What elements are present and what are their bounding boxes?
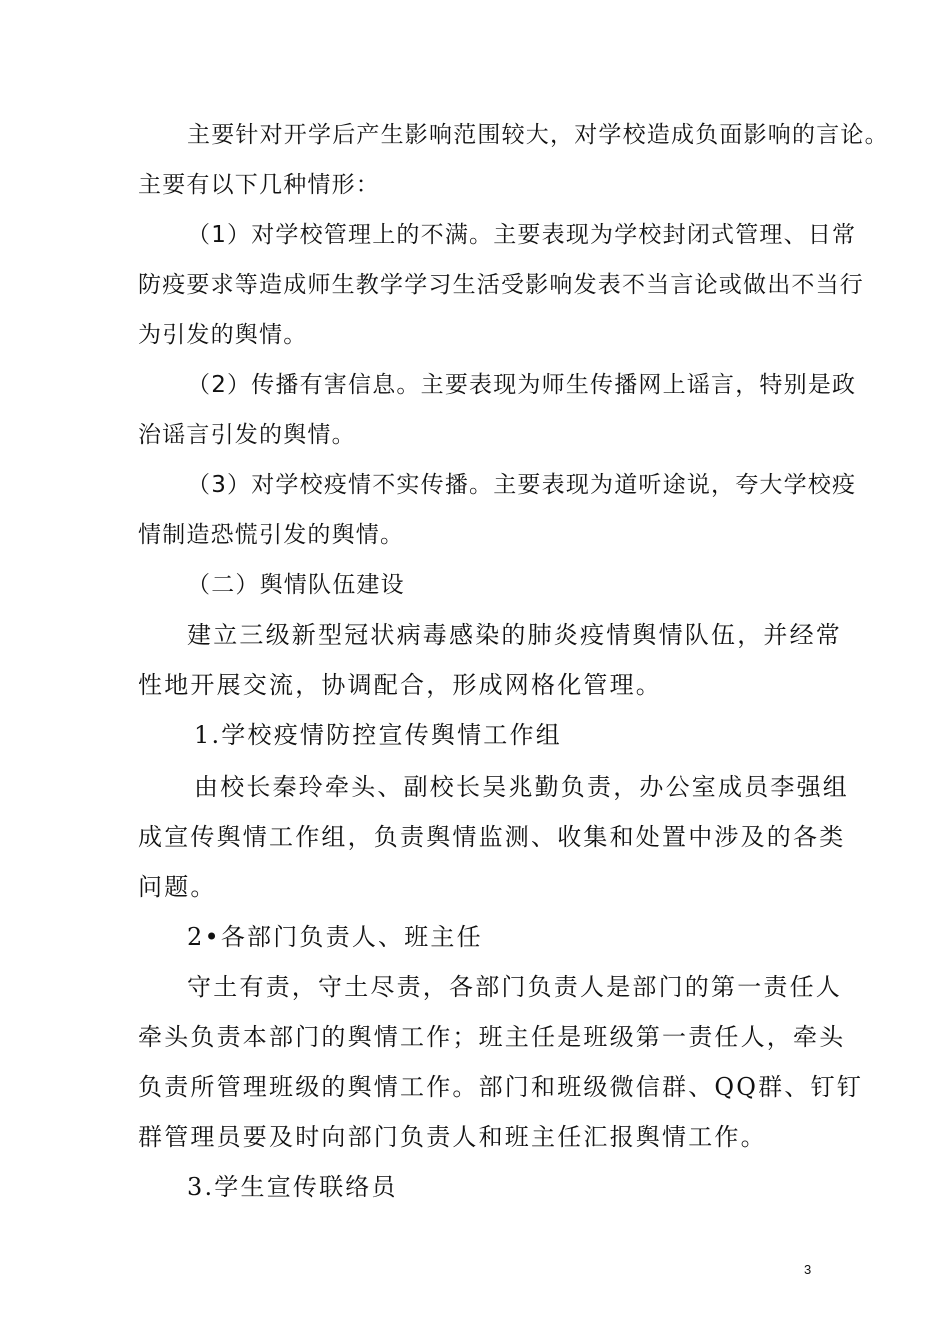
text-line: 性地开展交流，协调配合，形成网格化管理。 (138, 671, 662, 699)
text-line: 成宣传舆情工作组，负责舆情监测、收集和处置中涉及的各类 (138, 823, 846, 851)
text-line: （3）对学校疫情不实传播。主要表现为道听途说，夸大学校疫 (187, 472, 857, 498)
text-line: 主要针对开学后产生影响范围较大，对学校造成负面影响的言论。 (187, 122, 889, 148)
text-line: 为引发的舆情。 (138, 322, 308, 348)
text-line: 群管理员要及时向部门负责人和班主任汇报舆情工作。 (138, 1123, 767, 1151)
text-line: 治谣言引发的舆情。 (138, 422, 356, 448)
text-line: （2）传播有害信息。主要表现为师生传播网上谣言，特别是政 (187, 372, 857, 398)
text-line: 牵头负责本部门的舆情工作；班主任是班级第一责任人，牵头 (138, 1023, 846, 1051)
text-line: 由校长秦玲牵头、副校长吴兆勤负责，办公室成员李强组 (194, 773, 849, 801)
text-line: （1）对学校管理上的不满。主要表现为学校封闭式管理、日常 (187, 222, 857, 248)
subheading: 1.学校疫情防控宣传舆情工作组 (194, 721, 562, 749)
subheading: 3.学生宣传联络员 (187, 1173, 398, 1201)
text-line: 情制造恐慌引发的舆情。 (138, 522, 405, 548)
text-line: 问题。 (138, 873, 217, 901)
text-line: 负责所管理班级的舆情工作。部门和班级微信群、QQ群、钉钉 (138, 1073, 863, 1101)
section-heading: （二）舆情队伍建设 (187, 572, 405, 598)
subheading: 2•各部门负责人、班主任 (187, 923, 483, 951)
text-line: 守土有责，守土尽责，各部门负责人是部门的第一责任人 (187, 973, 842, 1001)
page-number: 3 (804, 1262, 812, 1277)
text-line: 建立三级新型冠状病毒感染的肺炎疫情舆情队伍，并经常 (187, 621, 842, 649)
text-line: 主要有以下几种情形： (138, 172, 380, 198)
text-line: 防疫要求等造成师生教学学习生活受影响发表不当言论或做出不当行 (138, 272, 864, 298)
